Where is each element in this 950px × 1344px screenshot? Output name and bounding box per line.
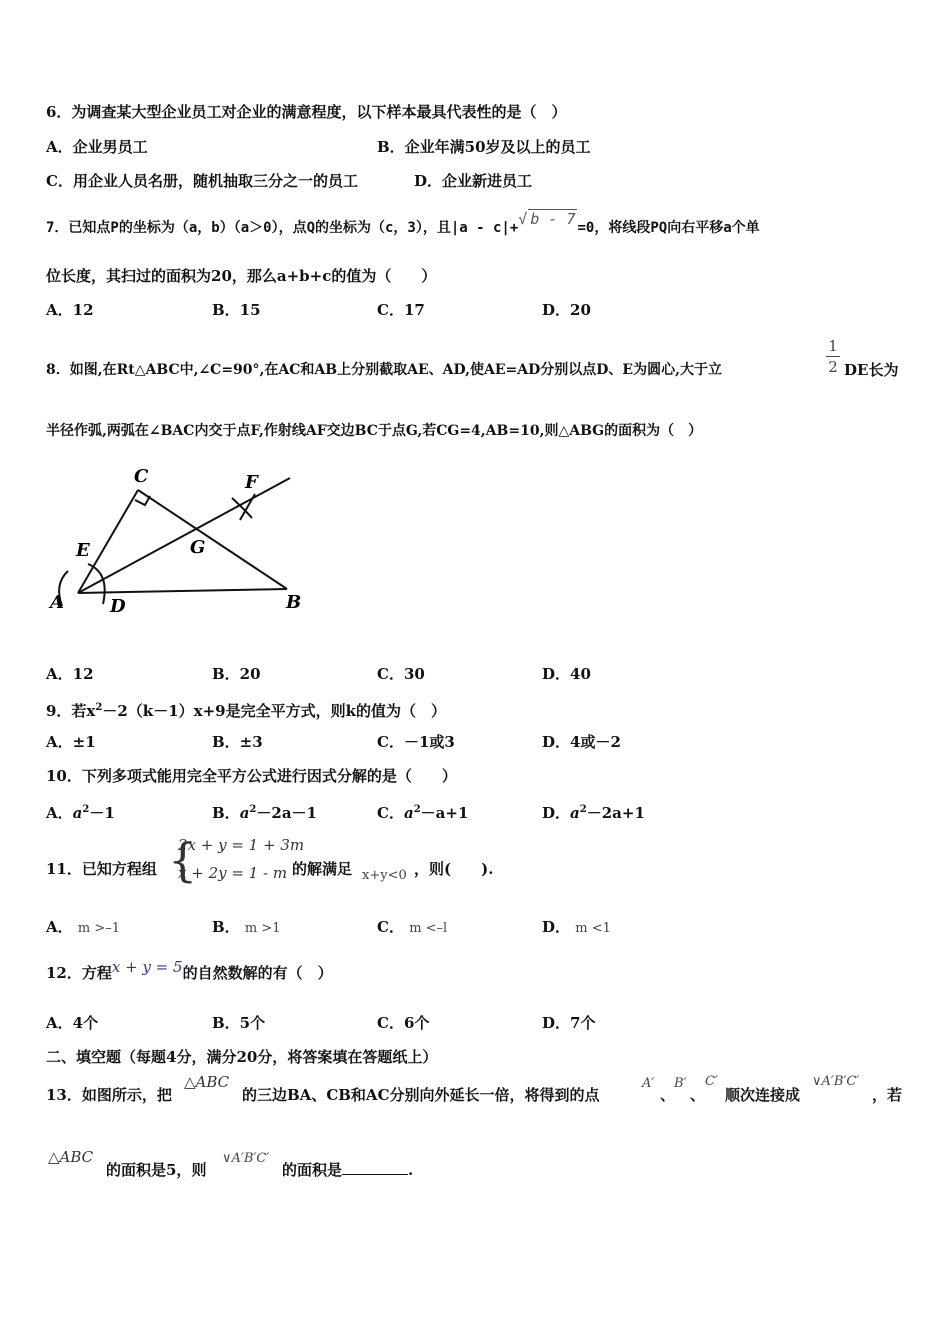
- q10-a-label: A．: [46, 804, 73, 822]
- label-d: D: [110, 596, 126, 617]
- q9-exp: 2: [95, 702, 103, 713]
- q6-option-b: B．企业年满50岁及以上的员工: [377, 138, 591, 156]
- q11-condition: x+y<0: [362, 868, 407, 883]
- label-c: C: [134, 466, 149, 487]
- q11-stem-c: ，则( ).: [414, 860, 494, 878]
- q9-stem: [46, 698, 446, 721]
- q7-stem-b: =0，将线段PQ向右平移a个单: [577, 220, 760, 236]
- section-fill-in-title: 二、填空题（每题4分，满分20分，将答案填在答题纸上）: [46, 1048, 438, 1066]
- q12-stem-a: 12．方程: [46, 964, 112, 982]
- q11-option-a: [46, 917, 120, 939]
- q12-stem: [46, 958, 333, 983]
- q13-point-b: B′: [674, 1076, 687, 1091]
- q9-option-b: B．±3: [212, 733, 263, 751]
- q10-a-var: a: [72, 804, 83, 822]
- q10-c-rest: －a+1: [420, 804, 469, 822]
- q6-option-a: A．企业男员工: [46, 138, 148, 156]
- q8-option-a: A．12: [46, 665, 94, 683]
- q10-b-exp: 2: [249, 804, 257, 815]
- q11-a-label: A．: [46, 918, 73, 936]
- q10-d-label: D．: [542, 804, 571, 822]
- q11-option-b: [212, 917, 281, 939]
- q8-stem-c: 半径作弧,两弧在∠BAC内交于点F,作射线AF交边BC于点G,若CG=4,AB=10,则△ABG的面积为（ ）: [46, 423, 703, 439]
- q8-option-b: B．20: [212, 665, 261, 683]
- q13-triangle-abc-prime-2: ∨A′B′C′: [222, 1151, 270, 1166]
- q8-stem-b: DE长为: [844, 361, 899, 379]
- q9-option-a: A．±1: [46, 733, 96, 751]
- label-b: B: [286, 592, 302, 613]
- q11-stem-b: 的解满足: [292, 860, 353, 878]
- side-cb: [138, 490, 287, 589]
- q8-figure: [40, 458, 310, 628]
- q11-stem-a: 11．已知方程组: [46, 860, 157, 878]
- side-ab: [78, 589, 287, 593]
- q8-option-d: D．40: [542, 665, 591, 683]
- q13-point-a: A′: [642, 1076, 655, 1091]
- q9-option-c: C．－1或3: [377, 733, 455, 751]
- q11-eq2: x + 2y = 1 - m: [178, 864, 288, 882]
- q12-option-b: B．5个: [212, 1014, 266, 1032]
- q10-a-exp: 2: [82, 804, 90, 815]
- q10-stem: 10．下列多项式能用完全平方公式进行因式分解的是（ ）: [46, 767, 457, 785]
- q10-option-a: [46, 800, 115, 823]
- label-f: F: [245, 472, 258, 493]
- q10-option-d: [542, 800, 645, 823]
- q11-d-val: m <1: [575, 921, 611, 936]
- q7-option-a: A．12: [46, 301, 94, 319]
- q7-stem-a: 7．已知点P的坐标为（a，b）（a＞0），点Q的坐标为（c，3），且|a - c|+: [46, 220, 519, 236]
- ray-af: [78, 478, 290, 593]
- q7-option-c: C．17: [377, 301, 425, 319]
- q10-option-c: [377, 800, 468, 823]
- q11-eq1: 2x + y = 1 + 3m: [178, 836, 305, 854]
- q6-option-c: C．用企业人员名册，随机抽取三分之一的员工: [46, 172, 358, 190]
- q7-option-b: B．15: [212, 301, 261, 319]
- q11-option-c: [377, 917, 447, 939]
- q7-stem-line1: [46, 210, 760, 238]
- q13-stem-d: ，若: [872, 1086, 903, 1104]
- q7-sqrt: √ b - 7: [518, 210, 576, 228]
- q13-triangle-abc-2: △ABC: [48, 1148, 94, 1166]
- q12-option-a: A．4个: [46, 1014, 99, 1032]
- q8-frac-num: 1: [828, 337, 838, 355]
- q13-stem-b: 的三边BA、CB和AC分别向外延长一倍，将得到的点: [242, 1086, 600, 1104]
- label-e: E: [76, 540, 90, 561]
- q11-c-val: m <–l: [409, 921, 448, 936]
- q13-answer-blank[interactable]: [342, 1160, 408, 1175]
- q6-stem: 6．为调查某大型企业员工对企业的满意程度，以下样本最具代表性的是（ ）: [46, 103, 567, 121]
- q11-c-label: C．: [377, 918, 404, 936]
- q10-d-var: a: [570, 804, 580, 822]
- label-a: A: [50, 592, 64, 613]
- q7-stem-c: 位长度，其扫过的面积为20，那么a+b+c的值为（ ）: [46, 267, 437, 285]
- q11-option-d: [542, 917, 611, 939]
- label-g: G: [190, 537, 206, 558]
- q10-c-exp: 2: [413, 804, 421, 815]
- q10-d-rest: －2a+1: [586, 804, 645, 822]
- q13-point-c: C′: [705, 1074, 718, 1089]
- q8-frac-den: 2: [828, 358, 838, 376]
- q13-stem-c: 顺次连接成: [725, 1086, 801, 1104]
- q8-option-c: C．30: [377, 665, 425, 683]
- q6-option-d: D．企业新进员工: [414, 172, 533, 190]
- q11-d-label: D．: [542, 918, 571, 936]
- q9-option-d: D．4或－2: [542, 733, 621, 751]
- q13-stem-f-text: 的面积是: [282, 1161, 343, 1179]
- q8-fraction: [826, 337, 840, 376]
- q13-sep1: 、: [660, 1086, 676, 1104]
- q10-b-var: a: [239, 804, 250, 822]
- q12-option-c: C．6个: [377, 1014, 430, 1032]
- q9-stem-a: 9．若x: [46, 702, 96, 720]
- q11-a-val: m >–1: [77, 921, 120, 936]
- q9-stem-b: －2（k－1）x+9是完全平方式，则k的值为（ ）: [102, 702, 446, 720]
- q11-brace: {: [168, 833, 198, 887]
- q10-a-rest: －1: [89, 804, 115, 822]
- q8-stem-a: 8．如图,在Rt△ABC中,∠C=90°,在AC和AB上分别截取AE、AD,使AE=AD分别以点D、E为圆心,大于立: [46, 362, 722, 378]
- q11-b-val: m >1: [244, 921, 281, 936]
- q13-triangle-abc: △ABC: [184, 1073, 230, 1091]
- q13-triangle-abc-prime: ∨A′B′C′: [812, 1074, 860, 1089]
- q10-b-rest: －2a－1: [256, 804, 317, 822]
- q13-sep2: 、: [690, 1086, 706, 1104]
- q13-stem-a: 13．如图所示，把: [46, 1086, 172, 1104]
- q10-d-exp: 2: [579, 804, 587, 815]
- q10-c-label: C．: [377, 804, 404, 822]
- q12-option-d: D．7个: [542, 1014, 596, 1032]
- q12-stem-b: 的自然数解的有（ ）: [182, 964, 333, 982]
- q10-option-b: [212, 800, 317, 823]
- q7-option-d: D．20: [542, 301, 591, 319]
- q12-equation: x + y = 5: [111, 958, 183, 976]
- q10-b-label: B．: [212, 804, 240, 822]
- q13-end: .: [408, 1161, 414, 1179]
- q11-b-label: B．: [212, 918, 240, 936]
- q13-stem-e: 的面积是5，则: [106, 1161, 207, 1179]
- q13-stem-f: [282, 1160, 413, 1180]
- q10-c-var: a: [403, 804, 414, 822]
- q7-sqrt-radicand: b - 7: [530, 210, 576, 228]
